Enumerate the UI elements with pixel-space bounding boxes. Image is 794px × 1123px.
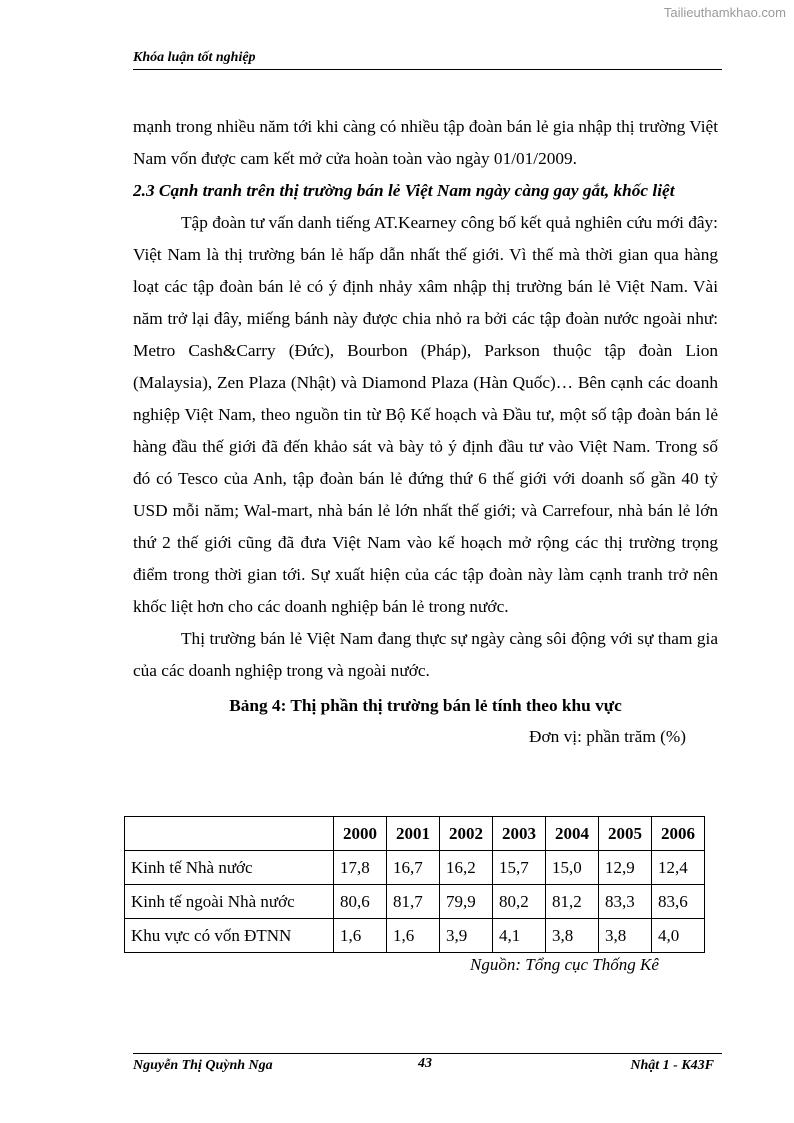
- row-label: Kinh tế ngoài Nhà nước: [125, 885, 334, 919]
- table-cell: 83,3: [599, 885, 652, 919]
- table-cell: 16,2: [440, 851, 493, 885]
- table-title: Bảng 4: Thị phần thị trường bán lẻ tính theo khu vực: [229, 696, 622, 715]
- table-row: [125, 851, 705, 885]
- year-header: 2001: [387, 817, 440, 851]
- paragraph-market: Thị trường bán lẻ Việt Nam đang thực sự ngày càng sôi động với sự tham gia của các doanh nghiệp trong và ngoài nước.: [133, 629, 718, 680]
- table-cell: 15,7: [493, 851, 546, 885]
- table-cell: 79,9: [440, 885, 493, 919]
- table-cell: 81,7: [387, 885, 440, 919]
- section-heading: 2.3 Cạnh tranh trên thị trường bán lẻ Việt Nam ngày càng gay gắt, khốc liệt: [133, 181, 675, 200]
- table-cell: 12,4: [652, 851, 705, 885]
- year-header: 2000: [334, 817, 387, 851]
- table-cell: 80,2: [493, 885, 546, 919]
- year-header: 2003: [493, 817, 546, 851]
- table-cell: 81,2: [546, 885, 599, 919]
- table-cell: 1,6: [387, 919, 440, 953]
- table-cell: 17,8: [334, 851, 387, 885]
- table-source: Nguồn: Tổng cục Thống Kê: [470, 955, 659, 974]
- table-cell: 15,0: [546, 851, 599, 885]
- table-row: [125, 919, 705, 953]
- year-header: 2004: [546, 817, 599, 851]
- table-cell: 4,0: [652, 919, 705, 953]
- market-share-table: [124, 816, 705, 953]
- table-unit: Đơn vị: phần trăm (%): [529, 727, 686, 746]
- watermark-text: Tailieuthamkhao.com: [663, 5, 786, 20]
- table-cell: 16,7: [387, 851, 440, 885]
- paragraph-continuation: mạnh trong nhiều năm tới khi càng có nhiều tập đoàn bán lẻ gia nhập thị trường Việt Nam vốn được cam kết mở cửa hoàn toàn vào ngày 01/01/2009.: [133, 117, 718, 168]
- row-label: Khu vực có vốn ĐTNN: [125, 919, 334, 953]
- table-row: [125, 885, 705, 919]
- footer-class: Nhật 1 - K43F: [630, 1058, 714, 1073]
- table-header-row: [125, 817, 705, 851]
- page-header: Khóa luận tốt nghiệp: [133, 50, 722, 70]
- page-number: 43: [418, 1056, 432, 1071]
- table-cell: 4,1: [493, 919, 546, 953]
- table-cell: 3,8: [546, 919, 599, 953]
- year-header: 2005: [599, 817, 652, 851]
- row-label: Kinh tế Nhà nước: [125, 851, 334, 885]
- table-cell: 1,6: [334, 919, 387, 953]
- year-header: 2006: [652, 817, 705, 851]
- table-cell: 3,8: [599, 919, 652, 953]
- table-cell: 83,6: [652, 885, 705, 919]
- page-footer: [133, 1053, 722, 1082]
- document-body: [133, 111, 718, 752]
- year-header: 2002: [440, 817, 493, 851]
- paragraph-competition: Tập đoàn tư vấn danh tiếng AT.Kearney công bố kết quả nghiên cứu mới đây: Việt Nam là thị trường bán lẻ hấp dẫn nhất thế giới. Vì thế mà thời gian qua hàng loạt các tập đoàn bán lẻ có ý định nhảy xâm nhập thị trường bán lẻ Việt Nam. Vài năm trở lại đây, miếng bánh này được chia nhỏ ra bởi các tập đoàn nước ngoài như: Metro Cash&Carry (Đức), Bourbon (Pháp), Parkson thuộc tập đoàn Lion (Malaysia), Zen Plaza (Nhật) và Diamond Plaza (Hàn Quốc)… Bên cạnh các doanh nghiệp Việt Nam, theo nguồn tin từ Bộ Kế hoạch và Đầu tư, một số tập đoàn bán lẻ hàng đầu thế giới đã đến khảo sát và bày tỏ ý định đầu tư vào Việt Nam. Trong số đó có Tesco của Anh, tập đoàn bán lẻ đứng thứ 6 thế giới với doanh số gần 40 tỷ USD mỗi năm; Wal-mart, nhà bán lẻ lớn nhất thế giới; và Carrefour, nhà bán lẻ lớn thứ 2 thế giới cũng đã đưa Việt Nam vào kế hoạch mở rộng các thị trường trọng điểm trong thời gian tới. Sự xuất hiện của các tập đoàn này làm cạnh tranh trở nên khốc liệt hơn cho các doanh nghiệp bán lẻ trong nước.: [133, 213, 718, 616]
- table-cell: 3,9: [440, 919, 493, 953]
- table-cell: 80,6: [334, 885, 387, 919]
- footer-author: Nguyễn Thị Quỳnh Nga: [133, 1058, 273, 1073]
- table-cell: 12,9: [599, 851, 652, 885]
- table-header-empty: [125, 817, 334, 851]
